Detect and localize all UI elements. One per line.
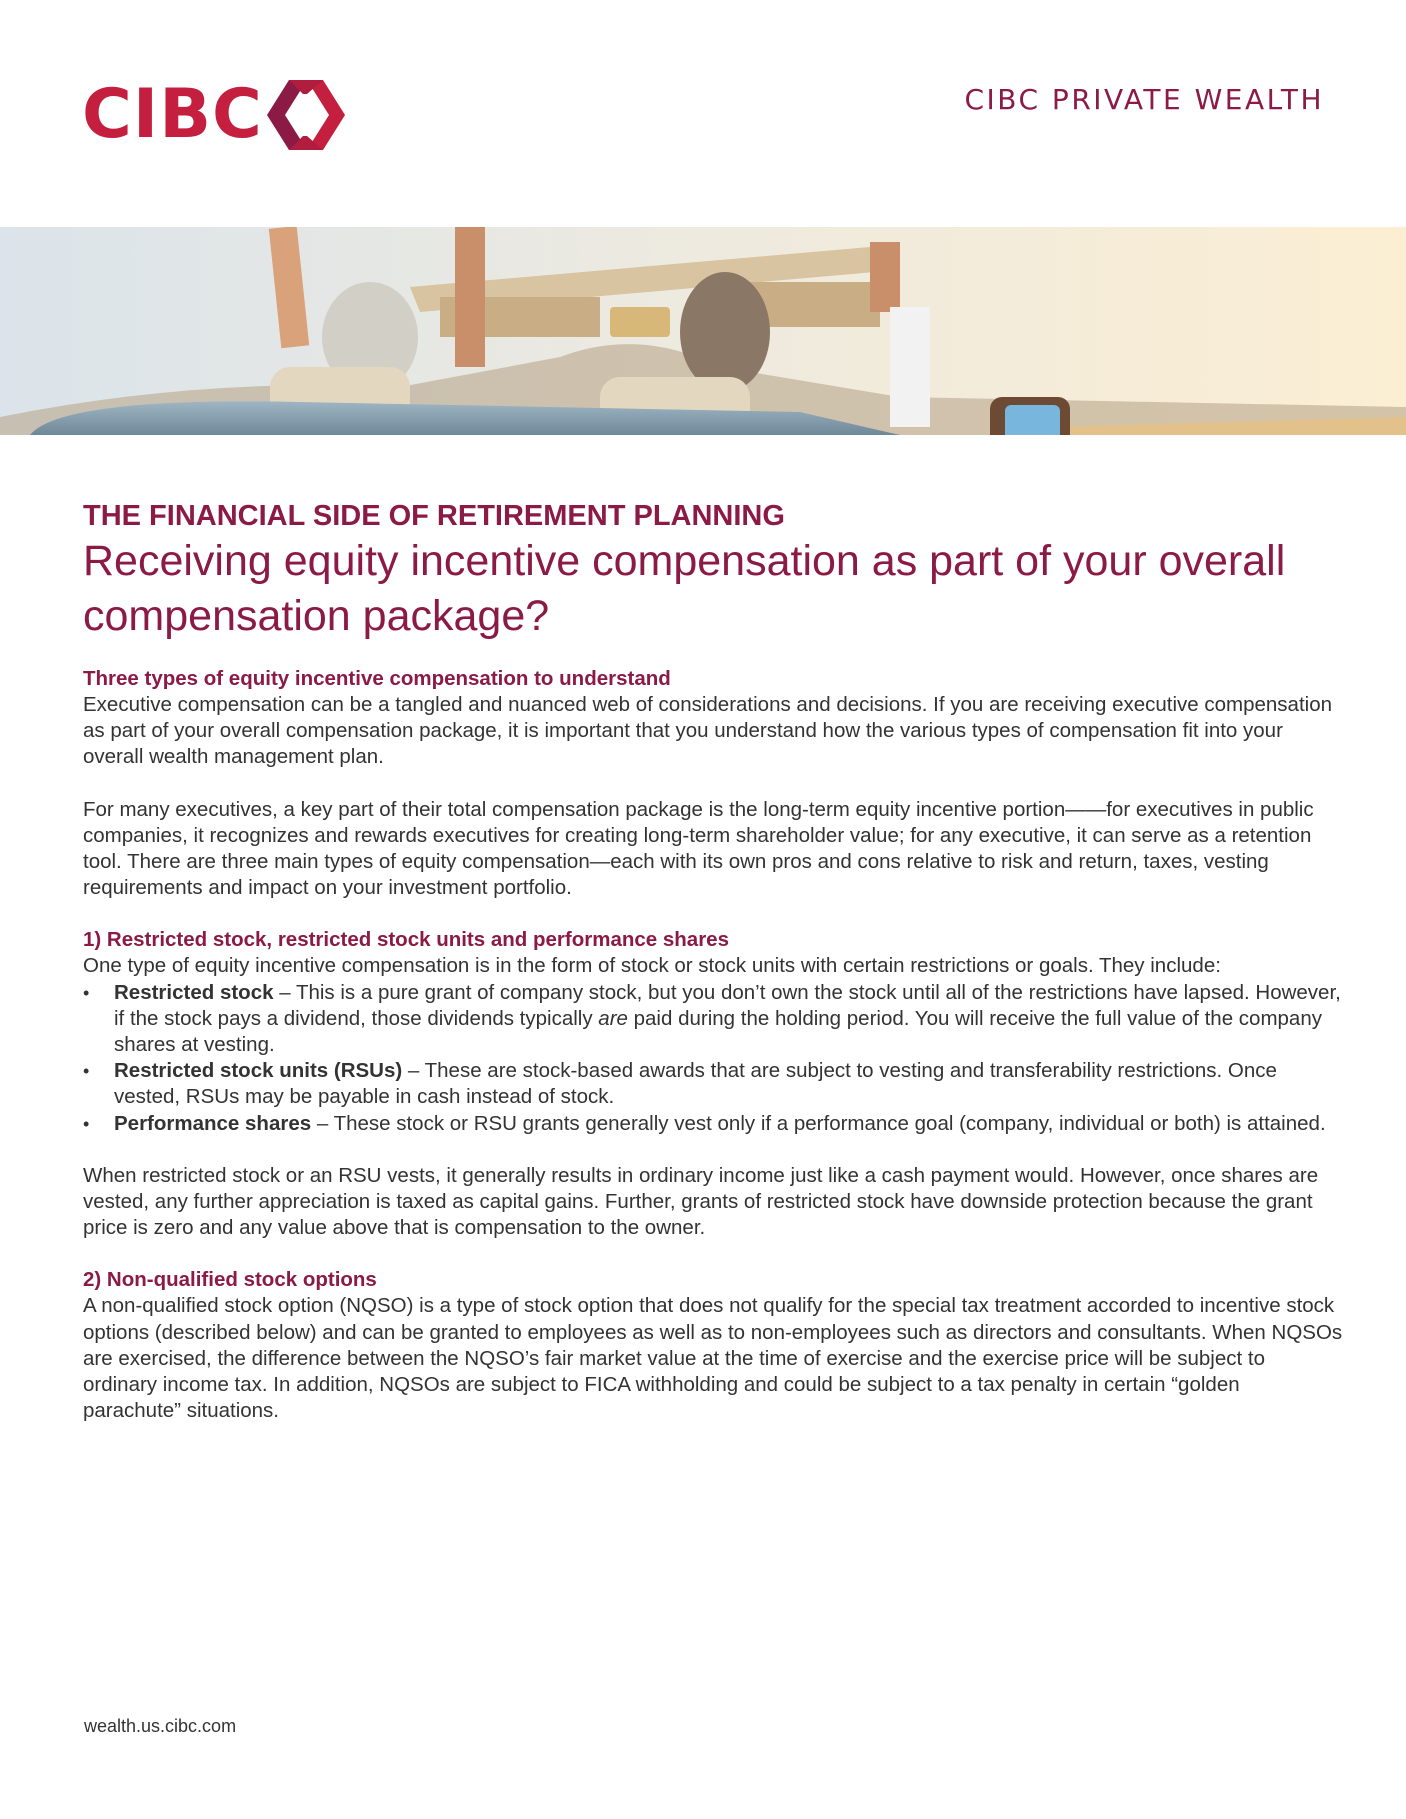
cibc-diamond-icon [267, 80, 345, 150]
brand-private-wealth: CIBC PRIVATE WEALTH [964, 83, 1324, 116]
bullet-term: Restricted stock units (RSUs) [114, 1059, 403, 1083]
section2-heading: 2) Non-qualified stock options [83, 1268, 377, 1292]
intro-paragraph-2: For many executives, a key part of their total compensation package is the long-term equity incentive portion——for executives in public companies, it recognizes and rewards executives for creating long-term shareholder value; for any executive, it can serve as a retention tool. There are three main types of equity compensation—each with its own pros and cons relative to risk and return, taxes, vesting requirements and impact on your investment portfolio. [83, 797, 1314, 900]
bullet-emphasis: are [598, 1006, 628, 1030]
bullet-term: Performance shares [114, 1111, 312, 1135]
section1-closing: When restricted stock or an RSU vests, it generally results in ordinary income just like a cash payment would. However, once shares are vested, any further appreciation is taxed as capital gains. Further, grants of restricted stock have downside protection because the grant price is zero and any value above that is compensation to the owner. [83, 1163, 1319, 1240]
logo-wordmark: CIBC [82, 75, 263, 154]
bullet-text: – This is a pure grant of company stock, but you don’t own the stock until all of the restrictions have lapsed. However, if the stock pays a dividend, those dividends typically [114, 980, 1341, 1030]
convertible-couple-illustration [0, 227, 1406, 435]
intro-heading: Three types of equity incentive compensation to understand [83, 667, 671, 690]
bullet-term: Restricted stock [114, 980, 274, 1004]
section1-bullet-list [83, 980, 1343, 1137]
footer-url[interactable]: wealth.us.cibc.com [84, 1716, 237, 1736]
section1-lead: One type of equity incentive compensation is in the form of stock or stock units with certain restrictions or goals. They include: [83, 954, 1221, 978]
section1-heading: 1) Restricted stock, restricted stock units and performance shares [83, 928, 729, 952]
bullet-text: – These stock or RSU grants generally vest only if a performance goal (company, individual or both) is attained. [311, 1111, 1326, 1135]
article-title: Receiving equity incentive compensation as part of your overall compensation package? [83, 537, 1286, 640]
bullet-performance-shares [83, 1111, 1343, 1137]
intro-paragraph-1: Executive compensation can be a tangled and nuanced web of considerations and decisions. If you are receiving executive compensation as part of your overall compensation package, it is important that you understand how the various types of compensation fit into your overall wealth management plan. [83, 693, 1333, 769]
bullet-restricted-stock [83, 980, 1343, 1059]
bullet-text: – These are stock-based awards that are subject to vesting and transferability restrictions. Once vested, RSUs may be payable in cash instead of stock. [114, 1059, 1277, 1109]
bullet-rsus [83, 1058, 1343, 1110]
cibc-logo [82, 75, 345, 154]
bullet-text: paid during the holding period. You will receive the full value of the company shares at vesting. [114, 1006, 1322, 1057]
article-eyebrow: THE FINANCIAL SIDE OF RETIREMENT PLANNING [83, 500, 785, 532]
article [83, 498, 1343, 1424]
hero-image [0, 227, 1406, 435]
section2-body: A non-qualified stock option (NQSO) is a type of stock option that does not qualify for the special tax treatment accorded to incentive stock options (described below) and can be granted to employees as well as to non-employees such as directors and consultants. When NQSOs are exercised, the difference between the NQSO’s fair market value at the time of exercise and the exercise price will be subject to ordinary income tax. In addition, NQSOs are subject to FICA withholding and could be subject to a tax penalty in certain “golden parachute” situations. [83, 1294, 1343, 1423]
